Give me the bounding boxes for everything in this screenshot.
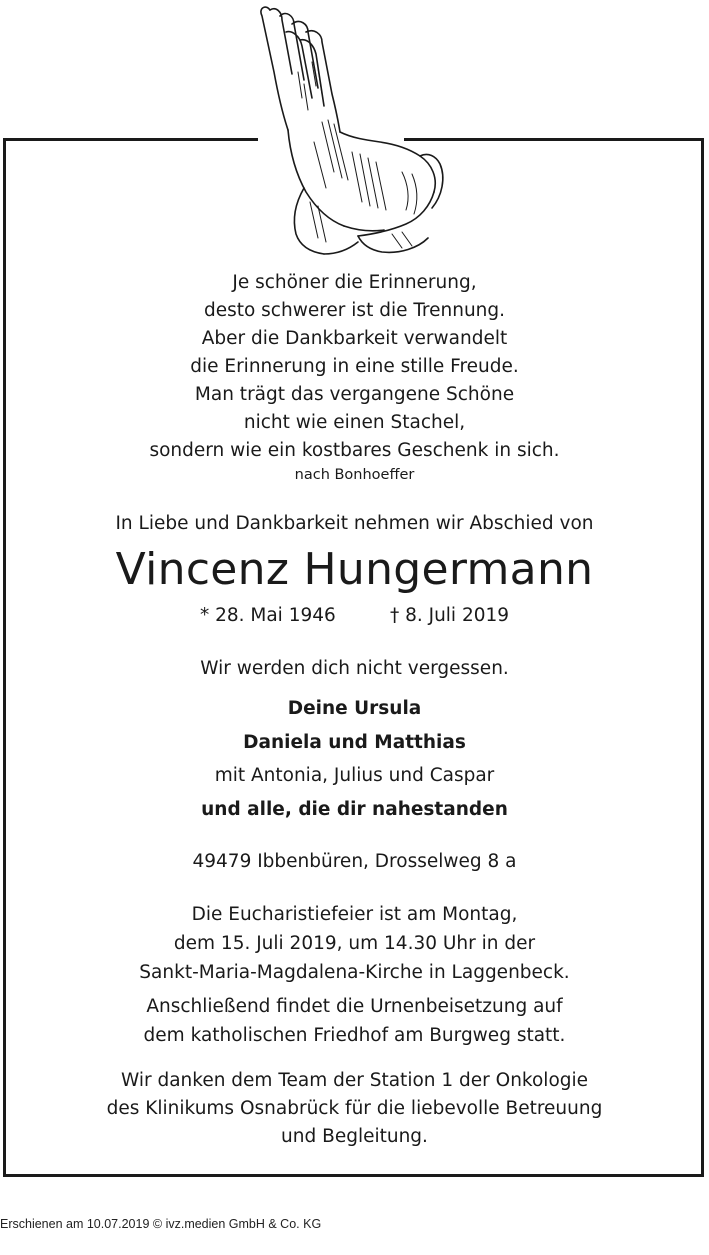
signer-line: Deine Ursula — [287, 698, 422, 719]
burial-line: Anschließend findet die Urnenbeisetzung auf — [146, 996, 563, 1017]
signers — [0, 692, 709, 826]
address: 49479 Ibbenbüren, Drosselweg 8 a — [192, 851, 517, 872]
signer-line: Daniela und Matthias — [243, 731, 466, 753]
thanks-line: Wir danken dem Team der Station 1 der Onkologie — [120, 1070, 589, 1091]
burial-info — [0, 992, 709, 1050]
birth-date: * 28. Mai 1946 — [199, 605, 336, 626]
poem — [0, 269, 709, 465]
signer-line: und alle, die dir nahestanden — [201, 798, 508, 820]
thanks-text — [0, 1067, 709, 1151]
poem-source: nach Bonhoeffer — [294, 467, 415, 483]
poem-line: desto schwerer ist die Trennung. — [203, 300, 506, 321]
burial-line: dem katholischen Friedhof am Burgweg statt. — [143, 1025, 566, 1046]
service-line: dem 15. Juli 2019, um 14.30 Uhr in der — [173, 933, 536, 954]
intro-text: In Liebe und Dankbarkeit nehmen wir Abschied von — [115, 513, 594, 534]
thanks-line: des Klinikums Osnabrück für die liebevolle Betreuung — [106, 1098, 603, 1119]
life-dates — [0, 603, 709, 629]
farewell-text: Wir werden dich nicht vergessen. — [200, 658, 509, 679]
service-line: Die Eucharistiefeier ist am Montag, — [191, 904, 518, 925]
poem-line: Je schöner die Erinnerung, — [232, 272, 477, 293]
poem-line: Aber die Dankbarkeit verwandelt — [201, 328, 508, 349]
poem-line: Man trägt das vergangene Schöne — [194, 384, 515, 405]
signer-line: mit Antonia, Julius und Caspar — [214, 765, 495, 786]
death-date: † 8. Juli 2019 — [389, 605, 510, 626]
praying-hands-icon — [252, 2, 458, 258]
publication-footer: Erschienen am 10.07.2019 © ivz.medien GmbH & Co. KG — [0, 1217, 322, 1231]
service-info — [0, 900, 709, 987]
thanks-line: und Begleitung. — [281, 1126, 428, 1147]
poem-line: sondern wie ein kostbares Geschenk in sich. — [149, 440, 560, 461]
deceased-name: Vincenz Hungermann — [115, 544, 594, 595]
service-line: Sankt-Maria-Magdalena-Kirche in Laggenbeck. — [139, 962, 570, 983]
poem-line: die Erinnerung in eine stille Freude. — [190, 356, 519, 377]
poem-line: nicht wie einen Stachel, — [243, 412, 466, 433]
